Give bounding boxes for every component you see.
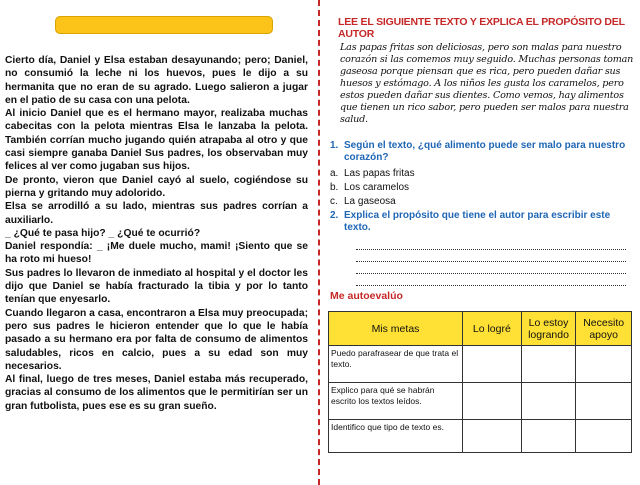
story-paragraph: Cuando llegaron a casa, encontraron a Elsa muy preocupada; pero sus padres le hicieron entender que lo que le había pasado a su hermano era por falta de consumo de alimentos saludables, ricos en calcio, pues a su edad son muy necesarios.: [5, 307, 308, 372]
check-cell-achieved[interactable]: [462, 420, 521, 453]
check-cell-achieved[interactable]: [462, 383, 521, 420]
self-eval-title: Me autoevalúo: [330, 290, 403, 302]
question-1: [330, 140, 634, 164]
story-paragraph: De pronto, vieron que Daniel cayó al suelo, cogiéndose su pierna y gritando muy adolorido.: [5, 174, 308, 199]
answer-line[interactable]: [356, 250, 626, 262]
story-paragraph: _ ¿Qué te pasa hijo? _ ¿Qué te ocurrió?: [5, 227, 201, 239]
goal-cell: Identifico que tipo de texto es.: [329, 420, 463, 453]
table-row: [329, 383, 632, 420]
goal-cell: Puedo parafrasear de que trata el texto.: [329, 346, 463, 383]
question-number: 1.: [330, 140, 339, 151]
story-column: [0, 0, 318, 485]
story-paragraph: Al inicio Daniel que es el hermano mayor, realizaba muchas cabecitas con la pelota mientras Elsa le lanzaba la pelota. También corrían mucho jugando quién atrapaba al otro y que casi siempre ganaba Daniel Sus padres, los observaban muy felices al ver como jugaban sus hijos.: [5, 108, 308, 173]
story-text: [5, 54, 308, 413]
question-text: Explica el propósito que tiene el autor para escribir este texto.: [344, 210, 611, 233]
check-cell-achieved[interactable]: [462, 346, 521, 383]
header-achieved: Lo logré: [462, 312, 521, 346]
exercise-reading-text: Las papas fritas son deliciosas, pero son malas para nuestro corazón si las comemos muy seguido. Muchas personas toman gaseosa porque piensan que es rica, pero pueden dañar sus huesos y estómago. A los niños les gusta los caramelos, pero estos pueden dañar sus dientes. Como vemos, hay alimentos que tienen un rico sabor, pero pueden ser malos para nuestra salud.: [340, 42, 634, 125]
exercise-column: [324, 0, 636, 485]
story-paragraph: Elsa se arrodilló a su lado, mientras sus padres corrían a auxiliarlo.: [5, 201, 308, 226]
option-letter: b.: [330, 182, 339, 193]
story-title-bar: [55, 16, 273, 34]
table-row: [329, 346, 632, 383]
answer-line[interactable]: [356, 274, 626, 286]
story-paragraph: Cierto día, Daniel y Elsa estaban desayunando; pero; Daniel, no consumió la leche ni los huevos, pues le dijo a su hermanita que no eran de su agrado. Luego salieron a jugar en el patio de su casa con una pelota.: [5, 55, 308, 106]
header-goals: Mis metas: [329, 312, 463, 346]
check-cell-in-progress[interactable]: [521, 420, 576, 453]
story-paragraph: Sus padres lo llevaron de inmediato al hospital y el doctor les dijo que Daniel se había fracturado la tibia y por lo tanto tenían que enyesarlo.: [5, 267, 308, 306]
option-b[interactable]: [330, 182, 634, 194]
option-c[interactable]: [330, 196, 634, 208]
option-text: Los caramelos: [344, 182, 410, 193]
question-text: Según el texto, ¿qué alimento puede ser malo para nuestro corazón?: [344, 140, 626, 163]
check-cell-need-support[interactable]: [576, 420, 632, 453]
question-2: [330, 210, 634, 234]
answer-line[interactable]: [356, 238, 626, 250]
check-cell-need-support[interactable]: [576, 383, 632, 420]
option-letter: c.: [330, 196, 338, 207]
table-row: [329, 420, 632, 453]
answer-line[interactable]: [356, 262, 626, 274]
story-paragraph: Daniel respondía: _ ¡Me duele mucho, mami! ¡Siento que se ha roto mi hueso!: [5, 241, 308, 266]
question-number: 2.: [330, 210, 339, 221]
table-header-row: [329, 312, 632, 346]
question-list: [330, 140, 634, 286]
option-letter: a.: [330, 168, 339, 179]
exercise-instruction: LEE EL SIGUIENTE TEXTO Y EXPLICA EL PROPÓSITO DEL AUTOR: [338, 16, 625, 40]
header-in-progress: Lo estoy logrando: [521, 312, 576, 346]
header-need-support: Necesito apoyo: [576, 312, 632, 346]
check-cell-in-progress[interactable]: [521, 346, 576, 383]
option-text: Las papas fritas: [344, 168, 415, 179]
check-cell-need-support[interactable]: [576, 346, 632, 383]
option-text: La gaseosa: [344, 196, 396, 207]
option-a[interactable]: [330, 168, 634, 180]
story-paragraph: Al final, luego de tres meses, Daniel estaba más recuperado, gracias al consumo de los alimentos que le permitirían ser un gran futbolista, pues ese es su gran sueño.: [5, 374, 308, 412]
self-eval-table: [328, 311, 632, 453]
goal-cell: Explico para qué se habrán escrito los textos leídos.: [329, 383, 463, 420]
check-cell-in-progress[interactable]: [521, 383, 576, 420]
column-divider: [318, 0, 320, 485]
